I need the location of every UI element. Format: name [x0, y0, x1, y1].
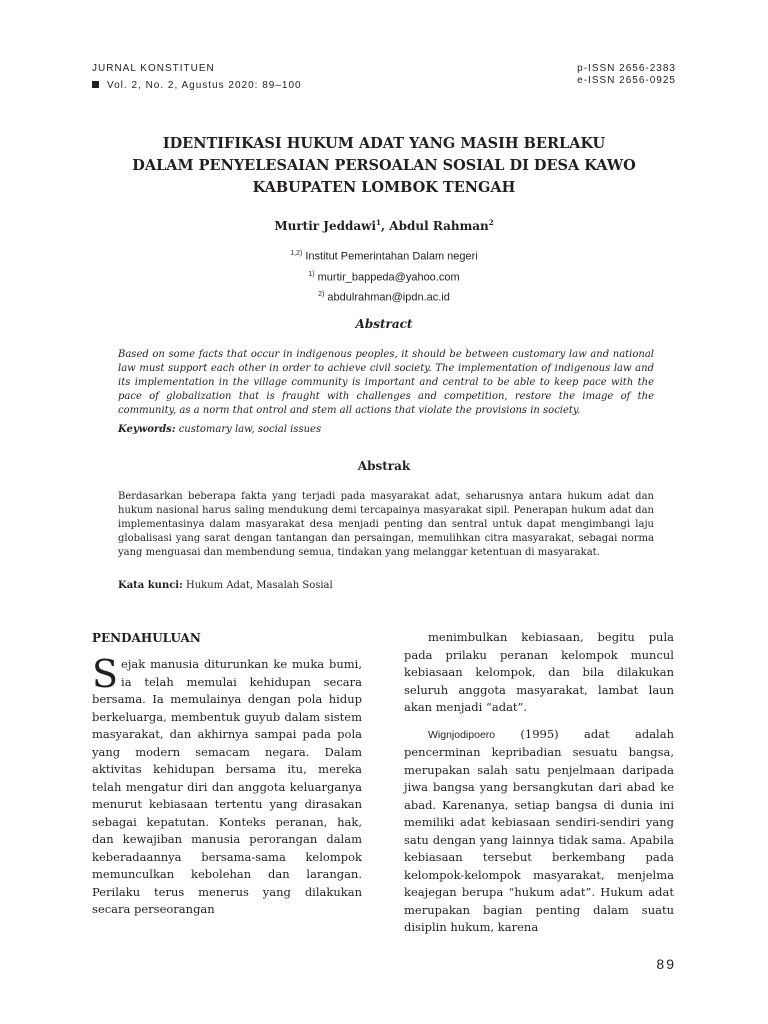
- square-bullet-icon: [92, 81, 99, 88]
- author-2: Abdul Rahman: [389, 219, 489, 233]
- page-number: 89: [656, 956, 676, 972]
- institute: Institut Pemerintahan Dalam negeri: [302, 250, 478, 263]
- keywords-id-label: Kata kunci:: [118, 580, 183, 591]
- pissn: p-ISSN 2656-2383: [577, 63, 676, 74]
- paper-title: [92, 133, 676, 199]
- journal-header: [92, 60, 302, 94]
- section-heading: PENDAHULUAN: [92, 631, 201, 645]
- email-1-sup: 1): [308, 270, 315, 278]
- title-line-3: KABUPATEN LOMBOK TENGAH: [252, 179, 516, 196]
- left-column: [92, 652, 362, 919]
- journal-name: JURNAL KONSTITUEN: [92, 63, 215, 74]
- cited-author: Wignjodipoero: [428, 728, 496, 741]
- keywords-id-value: Hukum Adat, Masalah Sosial: [182, 580, 333, 591]
- volume-line: [92, 77, 302, 94]
- right-column: [404, 629, 674, 937]
- drop-cap: S: [92, 652, 119, 696]
- abstract-id-text: Berdasarkan beberapa fakta yang terjadi pada masyarakat adat, seharusnya antara hukum adat dan hukum nasional harus saling mendukung demi tercapainya masyarakat sipil. Penerapan hukum adat dan implementasinya dalam masyarakat desa menjadi penting dan sentral untuk dapat mengimbangi laju globalisasi yang sarat dengan tantangan dan persaingan, memulihkan citra masyarakat, sebagai norma yang menguasai dan membendung semua, tindakan yang melanggar ketentuan di masyarakat.: [118, 491, 654, 558]
- email-line-2: [92, 286, 676, 307]
- abstract-en-text: Based on some facts that occur in indigenous peoples, it should be between customary law and national law must support each other in order to achieve civil society. The implementation of indigenous law and its implementation in the village community is important and central to be able to keep pace with the pace of globalization that is fraught with challenges and competition, restore the image of the community, as a norm that ontrol and stem all actions that violate the provisions in society.: [118, 349, 654, 416]
- email-line-1: [92, 266, 676, 287]
- title-line-1: IDENTIFIKASI HUKUM ADAT YANG MASIH BERLAKU: [162, 135, 606, 152]
- keywords-id: [118, 580, 654, 591]
- email-1: murtir_bappeda@yahoo.com: [314, 271, 460, 284]
- authors: [92, 218, 676, 233]
- abstract-id-heading: Abstrak: [357, 459, 411, 473]
- left-column-text: ejak manusia diturunkan ke muka bumi, ia telah memulai kehidupan secara bersama. Ia memulainya dengan pola hidup berkeluarga, membentuk guyub dalam sistem masyarakat, dan akhirnya sampai pada pola yang modern semacam negara. Dalam aktivitas kehidupan bersama itu, mereka telah mengatur diri dan anggota keluarganya menurut kebiasaan tertentu yang dirasakan sebagai kepatutan. Konteks peranan, hak, dan kewajiban manusia perorangan dalam keberadaannya bersama-sama kelompok memunculkan kebolehan dan larangan. Perilaku terus menerus yang dilakukan secara perseorangan: [92, 657, 362, 916]
- author-2-sup: 2: [488, 218, 494, 227]
- right-paragraph-2-text: (1995) adat adalah pencerminan kepribadian sesuatu bangsa, merupakan salah satu penjelmaan daripada jiwa bangsa yang bersangkutan dari abad ke abad. Karenanya, setiap bangsa di dunia ini memiliki adat kebiasaan sendiri-sendiri yang satu dengan yang lainnya tidak sama. Apabila kebiasaan tersebut berkembang pada kelompok-kelompok masyarakat, menjelma keajegan berupa “hukum adat”. Hukum adat merupakan bagian penting dalam suatu disiplin hukum, karena: [404, 726, 674, 934]
- right-paragraph-2: [404, 726, 674, 937]
- institute-sup: 1,2): [290, 250, 303, 257]
- author-1: Murtir Jeddawi: [274, 219, 377, 233]
- affiliations: [92, 245, 676, 307]
- author-1-sup: 1: [376, 218, 381, 227]
- author-separator: ,: [380, 219, 390, 233]
- email-2-sup: 2): [318, 291, 325, 299]
- keywords-en-label: Keywords:: [118, 424, 176, 435]
- keywords-en: [118, 424, 654, 435]
- email-2: abdulrahman@ipdn.ac.id: [324, 291, 450, 304]
- issn-block: [577, 63, 676, 87]
- right-paragraph-1: menimbulkan kebiasaan, begitu pula pada prilaku peranan kelompok muncul kebiasaan kelompok, dan bila dilakukan seluruh anggota masyarakat, lambat laun akan menjadi “adat”.: [404, 630, 674, 714]
- eissn: e-ISSN 2656-0925: [577, 75, 676, 86]
- title-line-2: DALAM PENYELESAIAN PERSOALAN SOSIAL DI DESA KAWO: [132, 157, 636, 174]
- institute-line: [92, 245, 676, 266]
- abstract-en-heading: Abstract: [355, 317, 413, 331]
- keywords-en-value: customary law, social issues: [175, 424, 322, 435]
- volume-info: Vol. 2, No. 2, Agustus 2020: 89–100: [107, 80, 302, 91]
